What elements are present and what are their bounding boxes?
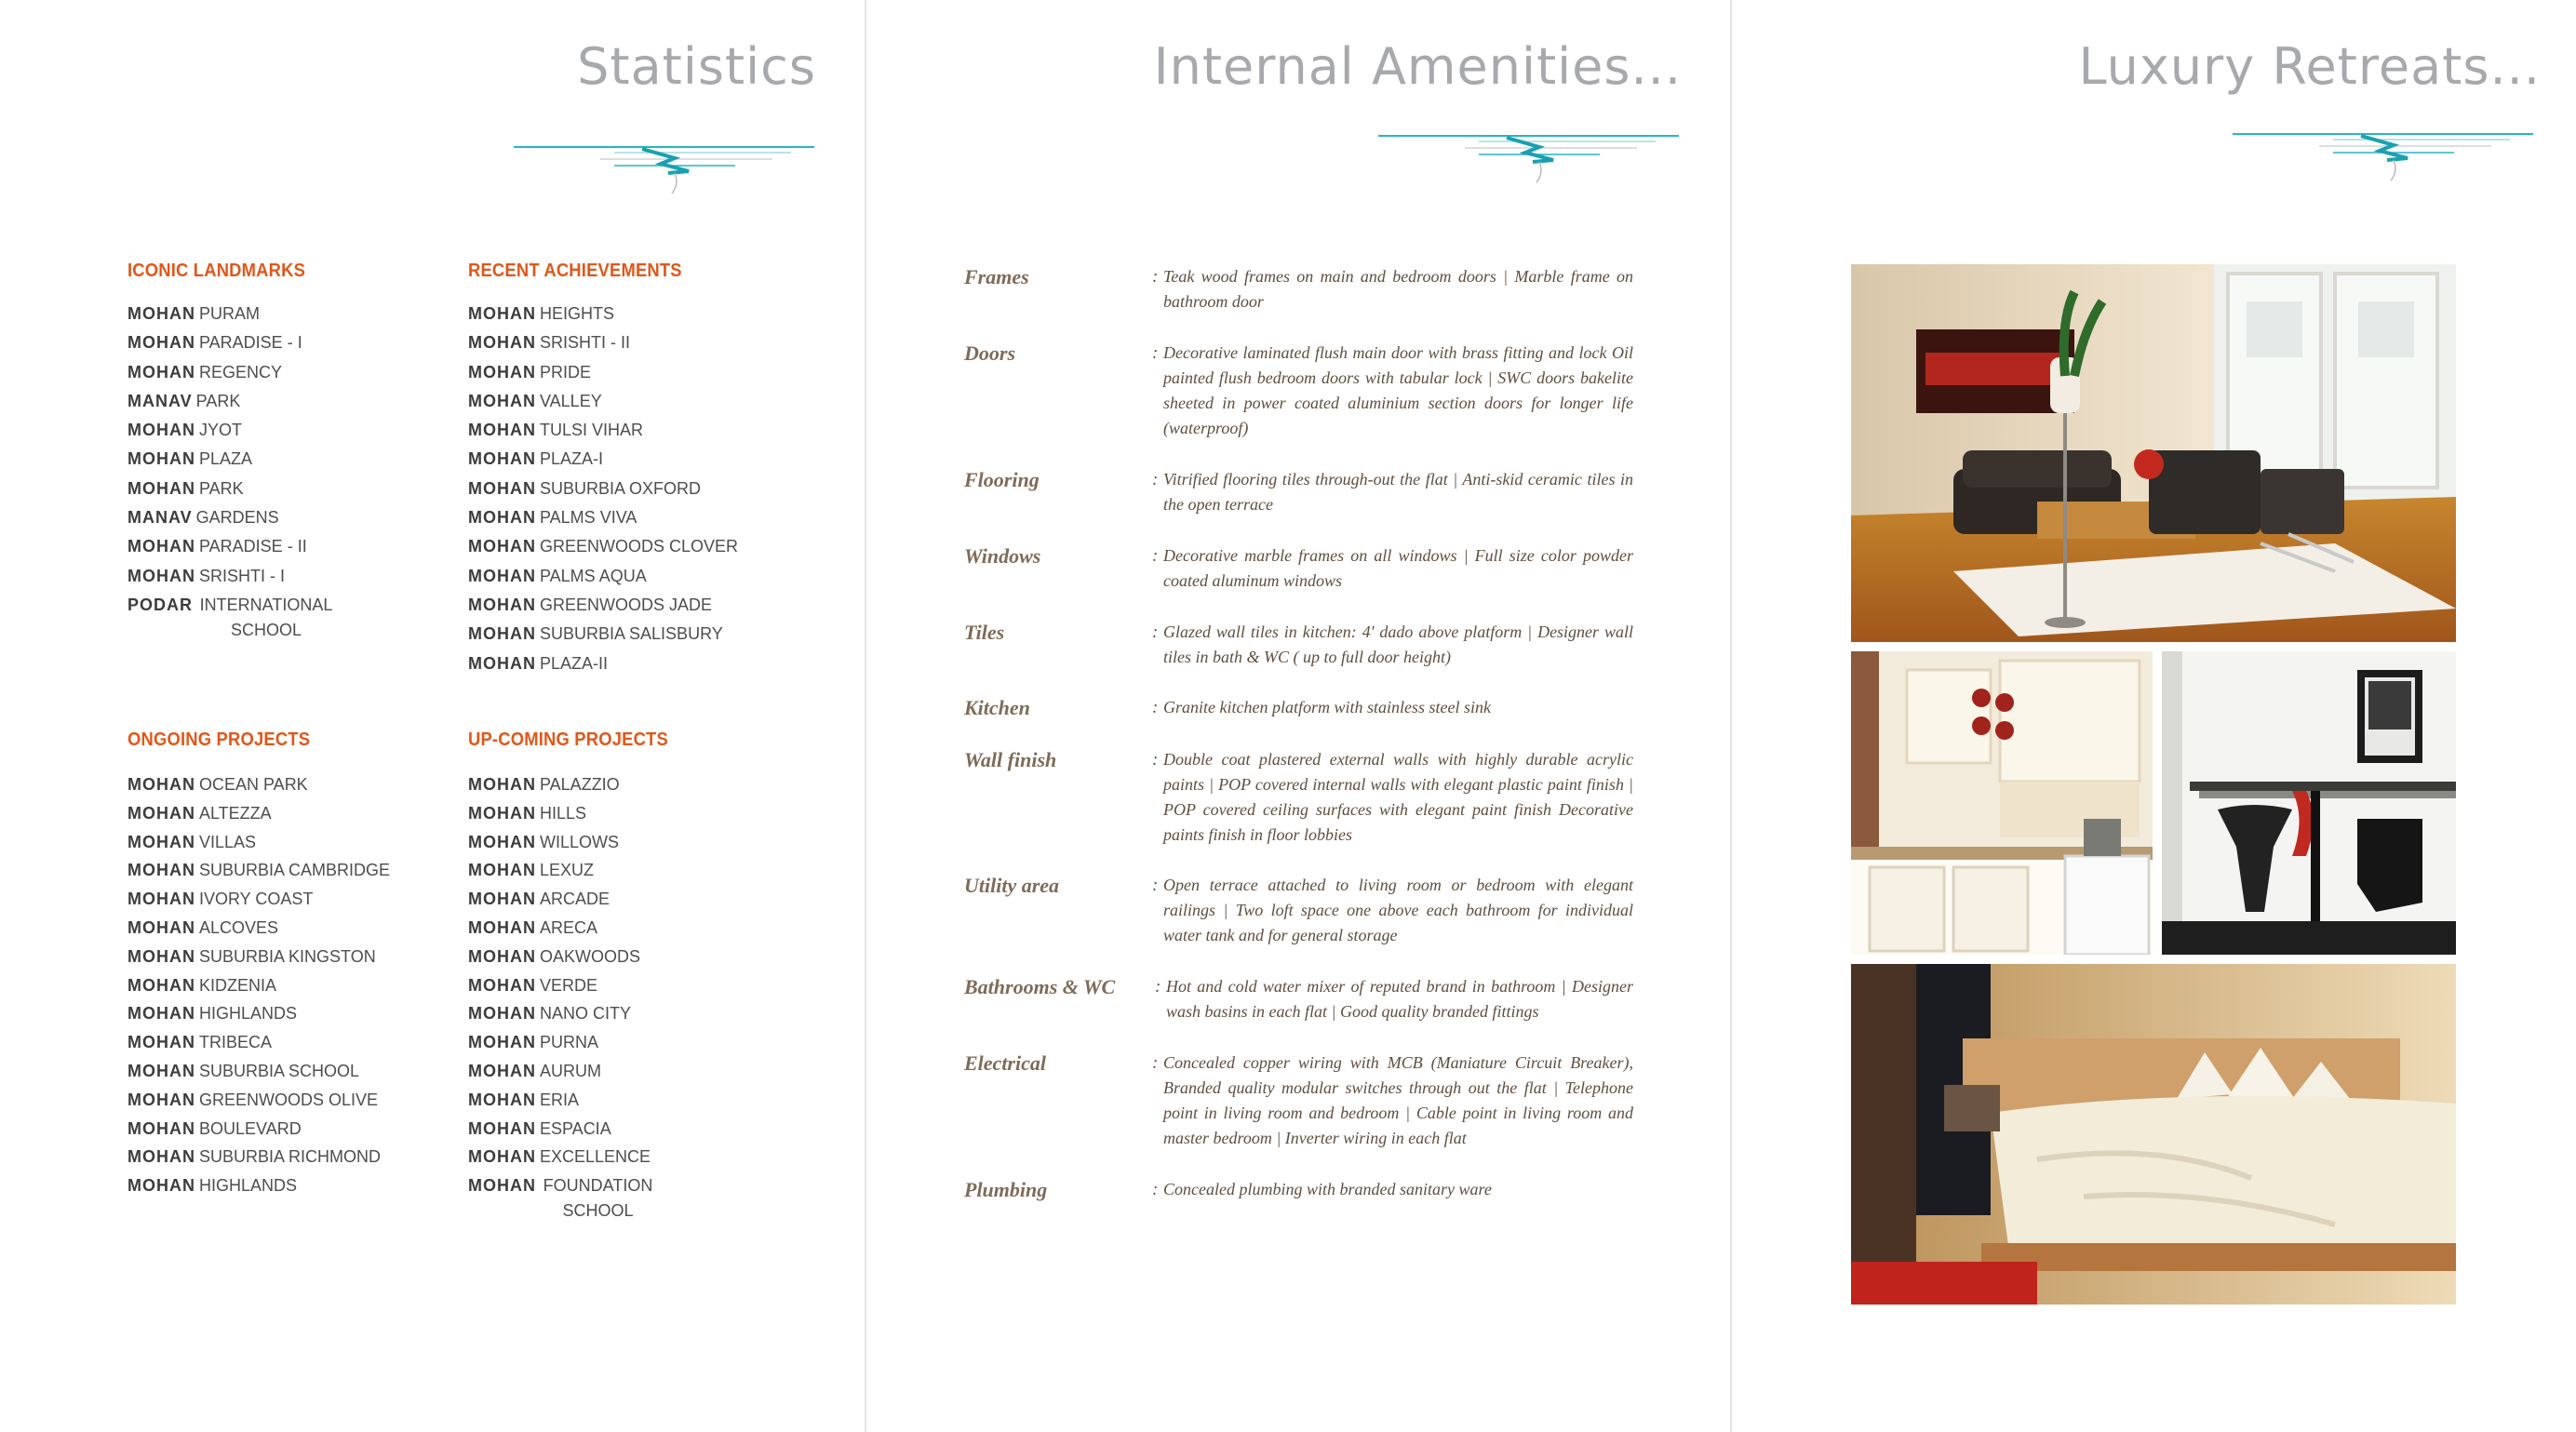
amenities-panel <box>866 0 1730 1432</box>
swoosh-icon <box>512 140 819 200</box>
list-item <box>127 1147 390 1176</box>
ongoing-projects-list <box>127 775 390 1205</box>
amenity-row-plumbing <box>964 1177 1633 1203</box>
list-item <box>127 804 390 833</box>
brand-name: MOHAN <box>468 478 536 498</box>
brand-name: PODAR <box>127 595 194 614</box>
living-room-photo <box>1851 264 2456 642</box>
luxury-title: Luxury Retreats... <box>2078 37 2541 96</box>
brand-name: MOHAN <box>127 1118 195 1138</box>
amenity-description: Vitrified flooring tiles through-out the flat | Anti-skid ceramic tiles in the open terrace <box>1163 470 1633 514</box>
amenity-colon: : <box>1152 546 1159 566</box>
project-name: OAKWOODS <box>540 946 641 966</box>
brand-name: MANAV <box>127 391 193 410</box>
amenity-description: Double coat plastered external walls with highly durable acrylic paints | POP covered internal walls with elegant plastic paint finish | POP covered ceiling surfaces with elegant paint finish Decorative paints finish in floor lobbies <box>1163 750 1633 844</box>
project-name: ALTEZZA <box>199 803 272 823</box>
amenity-colon: : <box>1152 1180 1159 1199</box>
list-item <box>127 833 390 862</box>
project-name: SUBURBIA SALISBURY <box>540 624 723 644</box>
list-item <box>468 1004 686 1033</box>
amenity-label: Electrical <box>964 1051 1046 1075</box>
list-item <box>127 479 336 508</box>
project-name: REGENCY <box>199 362 283 381</box>
list-item <box>127 392 336 421</box>
amenity-label: Windows <box>964 544 1041 568</box>
list-item <box>468 1147 686 1176</box>
list-item <box>468 918 686 947</box>
brand-name: MOHAN <box>468 803 536 823</box>
list-item <box>468 1091 686 1119</box>
project-name: SUBURBIA OXFORD <box>540 478 702 498</box>
brand-name: MOHAN <box>127 1061 195 1080</box>
project-name: PALAZZIO <box>540 775 620 794</box>
list-item <box>468 363 738 392</box>
brand-name: MOHAN <box>127 304 195 323</box>
amenity-description: Open terrace attached to living room or bedroom with elegant railings | Two loft space one above each bathroom for individual water tank and for general storage <box>1163 876 1633 944</box>
brand-name: MOHAN <box>468 890 536 909</box>
recent-achievements-list <box>468 304 738 683</box>
statistics-title: Statistics <box>577 37 816 96</box>
amenity-label: Frames <box>964 265 1029 288</box>
brand-name: MOHAN <box>468 1033 536 1052</box>
project-name: PARADISE - I <box>199 333 302 353</box>
project-name: IVORY COAST <box>199 890 314 909</box>
project-name: OCEAN PARK <box>199 775 308 794</box>
amenity-description: Decorative marble frames on all windows | Full size color powder coated aluminum windows <box>1163 546 1633 590</box>
project-name: VALLEY <box>540 391 602 410</box>
amenity-row-tiles <box>964 620 1633 670</box>
bedroom-photo <box>1851 964 2456 1305</box>
project-name: PURNA <box>540 1033 599 1052</box>
brand-name: MOHAN <box>127 975 195 995</box>
amenity-label: Tiles <box>964 621 1005 644</box>
brand-name: MOHAN <box>127 1176 195 1196</box>
project-name: NANO CITY <box>540 1004 632 1024</box>
project-name: VILLAS <box>199 832 257 851</box>
brand-name: MOHAN <box>468 1147 536 1167</box>
brand-name: MOHAN <box>127 946 195 966</box>
list-item <box>468 976 686 1005</box>
list-item <box>127 304 336 333</box>
amenity-label: Flooring <box>964 468 1040 491</box>
brand-name: MOHAN <box>468 333 536 353</box>
project-name: TRIBECA <box>199 1033 273 1052</box>
brand-name: MOHAN <box>468 653 536 673</box>
list-item <box>468 392 738 421</box>
brand-name: MOHAN <box>468 1061 536 1080</box>
amenity-row-windows <box>964 543 1633 594</box>
list-item <box>127 1091 390 1119</box>
list-item <box>127 449 336 478</box>
brand-name: MOHAN <box>468 775 536 794</box>
brand-name: MOHAN <box>468 832 536 851</box>
luxury-panel <box>1732 0 2576 1432</box>
amenity-description: Glazed wall tiles in kitchen: 4' dado above platform | Designer wall tiles in bath & WC ( up to full door height) <box>1163 622 1633 666</box>
list-item <box>468 833 686 862</box>
list-item <box>468 537 738 566</box>
amenity-colon: : <box>1152 343 1159 363</box>
list-item <box>468 1119 686 1148</box>
amenity-description: Granite kitchen platform with stainless steel sink <box>1163 698 1491 716</box>
project-name: PARK <box>199 478 244 498</box>
brand-name: MOHAN <box>468 595 536 614</box>
brand-name: MOHAN <box>127 478 195 498</box>
kitchen-image <box>1851 651 2153 955</box>
brand-name: MOHAN <box>127 1147 195 1167</box>
project-name: PLAZA-I <box>540 449 604 469</box>
list-item <box>127 890 390 918</box>
living-room-image <box>1851 264 2456 642</box>
project-name: SUBURBIA SCHOOL <box>199 1061 360 1080</box>
project-name: HILLS <box>540 803 587 823</box>
brand-name: MOHAN <box>468 449 536 469</box>
list-item <box>468 567 738 596</box>
brand-name: MOHAN <box>468 1118 536 1138</box>
amenity-row-kitchen <box>964 695 1633 721</box>
list-item <box>468 654 738 683</box>
list-item <box>468 947 686 976</box>
iconic-landmarks-section <box>127 261 336 649</box>
project-name: AURUM <box>540 1061 601 1080</box>
brand-name: MOHAN <box>127 861 195 880</box>
brand-name: MOHAN <box>468 917 536 937</box>
brand-name: MOHAN <box>127 803 195 823</box>
brand-name: MOHAN <box>468 975 536 995</box>
project-name: LEXUZ <box>540 861 595 880</box>
project-name: ARCADE <box>540 890 610 909</box>
brand-name: MOHAN <box>468 1176 536 1196</box>
project-name: PALMS AQUA <box>540 566 647 585</box>
list-item <box>127 421 336 449</box>
ongoing-projects-section <box>127 729 390 1205</box>
amenity-row-flooring <box>964 467 1633 517</box>
project-name: ARECA <box>540 917 598 937</box>
brand-name: MOHAN <box>468 1004 536 1024</box>
brand-name: MANAV <box>127 508 193 528</box>
project-name: HIGHLANDS <box>199 1176 298 1196</box>
list-item <box>127 567 336 596</box>
amenity-colon: : <box>1152 267 1159 287</box>
amenity-label: Plumbing <box>964 1178 1048 1201</box>
project-name: WILLOWS <box>540 832 620 851</box>
brand-name: MOHAN <box>127 917 195 937</box>
list-item <box>468 1062 686 1091</box>
brand-name: MOHAN <box>468 624 536 644</box>
project-name: PRIDE <box>540 362 592 381</box>
amenity-row-electrical <box>964 1051 1633 1151</box>
list-item <box>468 804 686 833</box>
list-item <box>468 449 738 478</box>
list-item <box>127 775 390 804</box>
brand-name: MOHAN <box>468 508 536 528</box>
brand-name: MOHAN <box>468 861 536 880</box>
project-name: ALCOVES <box>199 917 279 937</box>
project-name: BOULEVARD <box>199 1118 302 1138</box>
project-name: SRISHTI - I <box>199 566 286 585</box>
project-name: VERDE <box>540 975 598 995</box>
bathroom-photo <box>2162 651 2456 955</box>
brand-name: MOHAN <box>468 421 536 440</box>
brand-name: MOHAN <box>127 362 195 381</box>
list-item <box>127 537 336 566</box>
amenity-row-doors <box>964 341 1633 441</box>
list-item <box>127 363 336 392</box>
project-name: KIDZENIA <box>199 975 277 995</box>
amenity-colon: : <box>1152 622 1159 642</box>
amenity-description: Hot and cold water mixer of reputed brand in bathroom | Designer wash basins in each flat | Good quality branded fittings <box>1166 977 1633 1021</box>
list-item <box>468 624 738 653</box>
amenity-colon: : <box>1152 698 1159 717</box>
upcoming-projects-list <box>468 775 686 1224</box>
project-name: HEIGHTS <box>540 304 615 323</box>
list-item <box>468 775 686 804</box>
project-name: GREENWOODS CLOVER <box>540 537 739 556</box>
project-name: GARDENS <box>195 508 279 528</box>
brand-name: MOHAN <box>468 391 536 410</box>
brand-name: MOHAN <box>127 421 195 440</box>
brand-name: MOHAN <box>468 1090 536 1109</box>
project-name: ESPACIA <box>540 1118 611 1138</box>
amenity-label: Bathrooms & WC <box>964 975 1116 998</box>
amenity-label: Kitchen <box>964 696 1030 719</box>
amenity-label: Wall finish <box>964 748 1057 771</box>
brand-name: MOHAN <box>127 333 195 353</box>
project-name: EXCELLENCE <box>540 1147 651 1167</box>
project-name: PLAZA-II <box>540 653 609 673</box>
amenity-description: Concealed plumbing with branded sanitary ware <box>1163 1180 1492 1198</box>
project-name: TULSI VIHAR <box>540 421 644 440</box>
amenity-label: Doors <box>964 341 1016 365</box>
brand-name: MOHAN <box>127 449 195 469</box>
project-name: INTERNATIONAL SCHOOL <box>199 595 333 639</box>
bedroom-image <box>1851 964 2456 1305</box>
project-name: GREENWOODS JADE <box>540 595 713 614</box>
brand-name: MOHAN <box>468 362 536 381</box>
brand-name: MOHAN <box>127 832 195 851</box>
brand-name: MOHAN <box>468 946 536 966</box>
ongoing-projects-heading: ONGOING PROJECTS <box>127 729 311 750</box>
project-name: PURAM <box>199 304 261 323</box>
bathroom-image <box>2162 651 2456 955</box>
amenity-colon: : <box>1152 750 1159 770</box>
swoosh-icon <box>1376 128 1684 189</box>
amenity-row-wall-finish <box>964 747 1633 848</box>
upcoming-projects-section <box>468 729 686 1229</box>
brand-name: MOHAN <box>127 890 195 909</box>
brand-name: MOHAN <box>127 775 195 794</box>
list-item <box>127 1176 390 1205</box>
list-item <box>127 1004 390 1033</box>
list-item <box>127 976 390 1005</box>
project-name: ERIA <box>540 1090 580 1109</box>
project-name: PARK <box>195 391 241 410</box>
list-item <box>127 1033 390 1062</box>
list-item <box>127 1119 390 1148</box>
amenity-label: Utility area <box>964 874 1060 897</box>
brand-name: MOHAN <box>468 537 536 556</box>
swoosh-icon <box>2231 127 2538 187</box>
brand-name: MOHAN <box>127 1033 195 1052</box>
project-name: GREENWOODS OLIVE <box>199 1090 379 1109</box>
list-item <box>127 861 390 890</box>
amenity-row-utility-area <box>964 873 1633 948</box>
list-item <box>127 918 390 947</box>
list-item <box>468 1033 686 1062</box>
upcoming-projects-heading: UP-COMING PROJECTS <box>468 729 668 750</box>
brand-name: MOHAN <box>127 566 195 585</box>
list-item <box>468 508 738 537</box>
list-item <box>468 421 738 449</box>
brand-name: MOHAN <box>468 304 536 323</box>
iconic-landmarks-heading: ICONIC LANDMARKS <box>127 261 306 281</box>
project-name: HIGHLANDS <box>199 1004 298 1024</box>
amenity-colon: : <box>1152 876 1159 895</box>
brand-name: MOHAN <box>127 1004 195 1024</box>
iconic-landmarks-list <box>127 304 336 643</box>
project-name: SUBURBIA KINGSTON <box>199 946 376 966</box>
list-item <box>127 1062 390 1091</box>
kitchen-photo <box>1851 651 2153 955</box>
project-name: SRISHTI - II <box>540 333 631 353</box>
project-name: PARADISE - II <box>199 537 307 556</box>
amenity-row-frames <box>964 264 1633 315</box>
list-item <box>127 508 336 537</box>
project-name: FOUNDATION SCHOOL <box>543 1176 653 1221</box>
list-item <box>468 861 686 890</box>
brand-name: MOHAN <box>468 566 536 585</box>
list-item <box>468 890 686 918</box>
list-item <box>468 596 738 624</box>
list-item <box>127 333 336 362</box>
amenities-title: Internal Amenities... <box>1153 37 1682 96</box>
amenity-description: Concealed copper wiring with MCB (Maniature Circuit Breaker), Branded quality modular switches through out the flat | Telephone point in living room and bedroom | Cable point in living room and master bedroom | Inverter wiring in each flat <box>1163 1053 1633 1147</box>
list-item <box>468 1176 686 1224</box>
project-name: SUBURBIA RICHMOND <box>199 1147 382 1167</box>
recent-achievements-section <box>468 261 738 683</box>
amenity-row-bathrooms <box>964 974 1633 1024</box>
list-item <box>127 596 336 643</box>
amenity-description: Decorative laminated flush main door with brass fitting and lock Oil painted flush bedroom doors with tabular lock | SWC doors bakelite sheeted in power coated aluminium section doors for longer life (waterproof) <box>1163 343 1633 437</box>
amenity-description: Teak wood frames on main and bedroom doors | Marble frame on bathroom door <box>1163 267 1633 311</box>
project-name: JYOT <box>199 421 243 440</box>
amenity-colon: : <box>1152 470 1159 489</box>
amenity-colon: : <box>1155 977 1161 997</box>
project-name: PLAZA <box>199 449 253 469</box>
project-name: PALMS VIVA <box>540 508 637 528</box>
amenity-colon: : <box>1152 1053 1159 1073</box>
brand-name: MOHAN <box>127 1090 195 1109</box>
project-name: SUBURBIA CAMBRIDGE <box>199 861 391 880</box>
recent-achievements-heading: RECENT ACHIEVEMENTS <box>468 261 682 281</box>
brand-name: MOHAN <box>127 537 195 556</box>
list-item <box>468 479 738 508</box>
list-item <box>468 304 738 333</box>
list-item <box>468 333 738 362</box>
list-item <box>127 947 390 976</box>
statistics-panel <box>0 0 865 1432</box>
